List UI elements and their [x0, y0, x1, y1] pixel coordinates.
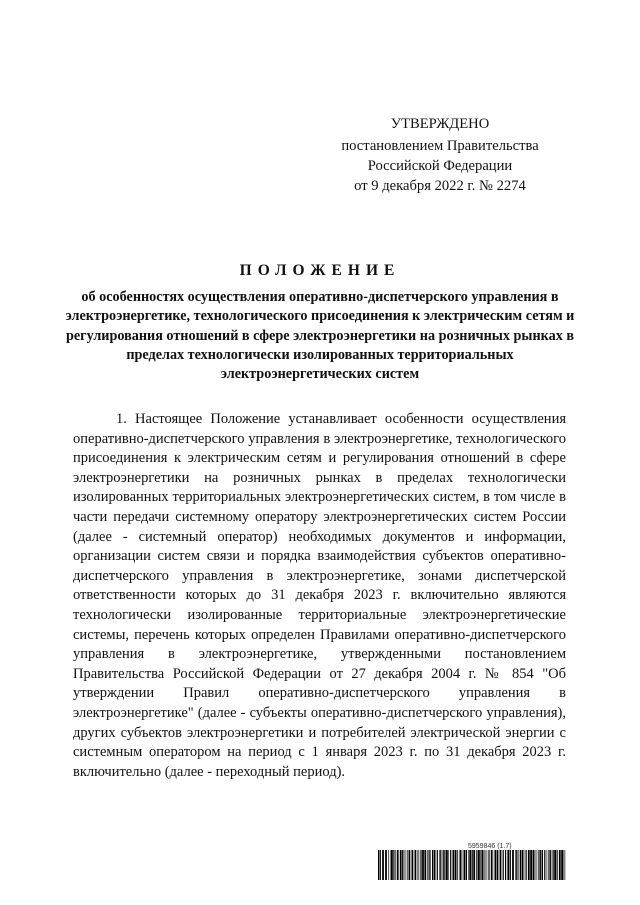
approval-line-country: Российской Федерации: [367, 158, 513, 174]
barcode-bar: [448, 850, 449, 880]
approval-block: [330, 114, 550, 196]
barcode-bar: [484, 850, 485, 880]
barcode-bar: [391, 850, 393, 880]
barcode-bar: [485, 850, 486, 880]
approval-heading: УТВЕРЖДЕНО: [390, 116, 490, 132]
barcode-bar: [510, 850, 511, 880]
barcode-bar: [538, 850, 539, 880]
barcode-bar: [520, 850, 522, 880]
barcode-bar: [443, 850, 444, 880]
barcode-bar: [444, 850, 445, 880]
barcode-bar: [561, 850, 563, 880]
barcode-bar: [388, 850, 389, 880]
barcode-bar: [429, 850, 430, 880]
barcode-bar: [420, 850, 421, 880]
barcode-bar: [473, 850, 475, 880]
barcode-bar: [393, 850, 394, 880]
barcode-bar: [434, 850, 436, 880]
barcode-bar: [507, 850, 509, 880]
barcode-bar: [540, 850, 541, 880]
barcode-bar: [544, 850, 545, 880]
barcode-bar: [378, 850, 379, 880]
document-subtitle: об особенностях осуществления оперативно-диспетчерского управления в электроэнергетике, технологического присоединения к электрическим сетям и регулирования отношений в сфере электроэнергетики на розничных рынках в пределах технологически изолированных территориальных электроэнергетических систем: [65, 289, 575, 383]
barcode-bar: [457, 850, 458, 880]
barcode-bar: [503, 850, 504, 880]
barcode-bar: [537, 850, 538, 880]
barcode-bar: [533, 850, 535, 880]
barcode-bar: [464, 850, 466, 880]
barcode-bar: [564, 850, 565, 880]
barcode-bar: [516, 850, 517, 880]
barcode-bar: [437, 850, 438, 880]
barcode-bar: [526, 850, 527, 880]
barcode-bar: [400, 850, 402, 880]
barcode-bar: [409, 850, 411, 880]
barcode-bar: [522, 850, 523, 880]
barcode-bar: [380, 850, 381, 880]
barcode-bar: [402, 850, 403, 880]
barcode-bar: [406, 850, 407, 880]
barcode-bar: [512, 850, 514, 880]
barcode-bar: [494, 850, 495, 880]
barcode-bar: [418, 850, 419, 880]
barcode-bar: [500, 850, 502, 880]
barcode-bar: [548, 850, 549, 880]
barcode-bar: [535, 850, 536, 880]
barcode-bar: [382, 850, 384, 880]
barcode-bar: [404, 850, 405, 880]
barcode-bar: [478, 850, 480, 880]
barcode-bar: [480, 850, 481, 880]
barcode-bar: [481, 850, 483, 880]
barcode-bar: [554, 850, 556, 880]
barcode-bar: [424, 850, 426, 880]
barcode-bar: [495, 850, 496, 880]
barcode-bar: [528, 850, 530, 880]
barcode-bar: [469, 850, 471, 880]
barcode-bar: [553, 850, 554, 880]
barcode-bar: [460, 850, 461, 880]
barcode-bar: [453, 850, 455, 880]
barcode-bar: [432, 850, 433, 880]
barcode-bar: [412, 850, 414, 880]
barcode-bar: [476, 850, 477, 880]
barcode-bar: [407, 850, 408, 880]
barcode-bar: [462, 850, 463, 880]
barcode-bar: [415, 850, 417, 880]
barcode-bar: [488, 850, 489, 880]
barcode-bar: [518, 850, 519, 880]
barcode-bar: [459, 850, 460, 880]
barcode-bar: [385, 850, 387, 880]
barcode-bar: [390, 850, 391, 880]
approval-line-decree: постановлением Правительства: [341, 138, 539, 154]
barcode-bar: [419, 850, 420, 880]
document-title: ПОЛОЖЕНИЕ: [239, 262, 401, 279]
barcode-bar: [455, 850, 456, 880]
paragraph-1: 1. Настоящее Положение устанавливает особенности осуществления оперативно-диспетчерского управления в электроэнергетике, технологического присоединения к электрическим сетям и регулирования отношений в сфере электроэнергетики на розничных рынках в пределах технологически изолированных территориальных электроэнергетических систем, в том числе в части передачи системному оператору электроэнергетических систем России (далее - системный оператор) необходимых документов и информации, организации систем связи и порядка взаимодействия субъектов оперативно-диспетчерского управления в электроэнергетике, зонами диспетчерской ответственности которых до 31 декабря 2023 г. включительно являются технологически изолированные территориальные электроэнергетические системы, перечень которых определен Правилами оперативно-диспетчерского управления в электроэнергетике, утвержденными постановлением Правительства Российской Федерации от 27 декабря 2004 г. № 854 "Об утверждении Правил оперативно-диспетчерского управления в электроэнергетике" (далее - субъекты оперативно-диспетчерского управления), других субъектов электроэнергетики и потребителей электрической энергии с системным оператором на период с 1 января 2023 г. по 31 декабря 2023 г. включительно (далее - переходный период).: [73, 411, 566, 780]
approval-line-date: от 9 декабря 2022 г. № 2274: [354, 178, 526, 194]
barcode-bar: [468, 850, 469, 880]
barcode-bar: [497, 850, 499, 880]
barcode-bar: [557, 850, 558, 880]
barcode-bar: [397, 850, 399, 880]
barcode-bar: [515, 850, 516, 880]
barcode-bar: [472, 850, 473, 880]
barcode-bar: [559, 850, 561, 880]
barcode-bar: [450, 850, 451, 880]
barcode-bar: [550, 850, 551, 880]
barcode-bar: [542, 850, 543, 880]
barcode-bar: [547, 850, 548, 880]
barcode-bar: [487, 850, 488, 880]
barcode-bar: [439, 850, 440, 880]
barcode-bar: [565, 850, 566, 880]
barcode-bar: [505, 850, 506, 880]
barcode-bar: [466, 850, 467, 880]
barcode-bar: [491, 850, 493, 880]
barcode-bar: [422, 850, 424, 880]
barcode-bar: [430, 850, 431, 880]
barcode-bar: [524, 850, 525, 880]
barcode-bar: [395, 850, 396, 880]
document-code: 5959846 (1.7): [468, 843, 512, 850]
barcode-bar: [440, 850, 441, 880]
barcode-bar: [530, 850, 532, 880]
barcode: [378, 850, 566, 880]
barcode-bar: [446, 850, 448, 880]
barcode-bar: [427, 850, 428, 880]
